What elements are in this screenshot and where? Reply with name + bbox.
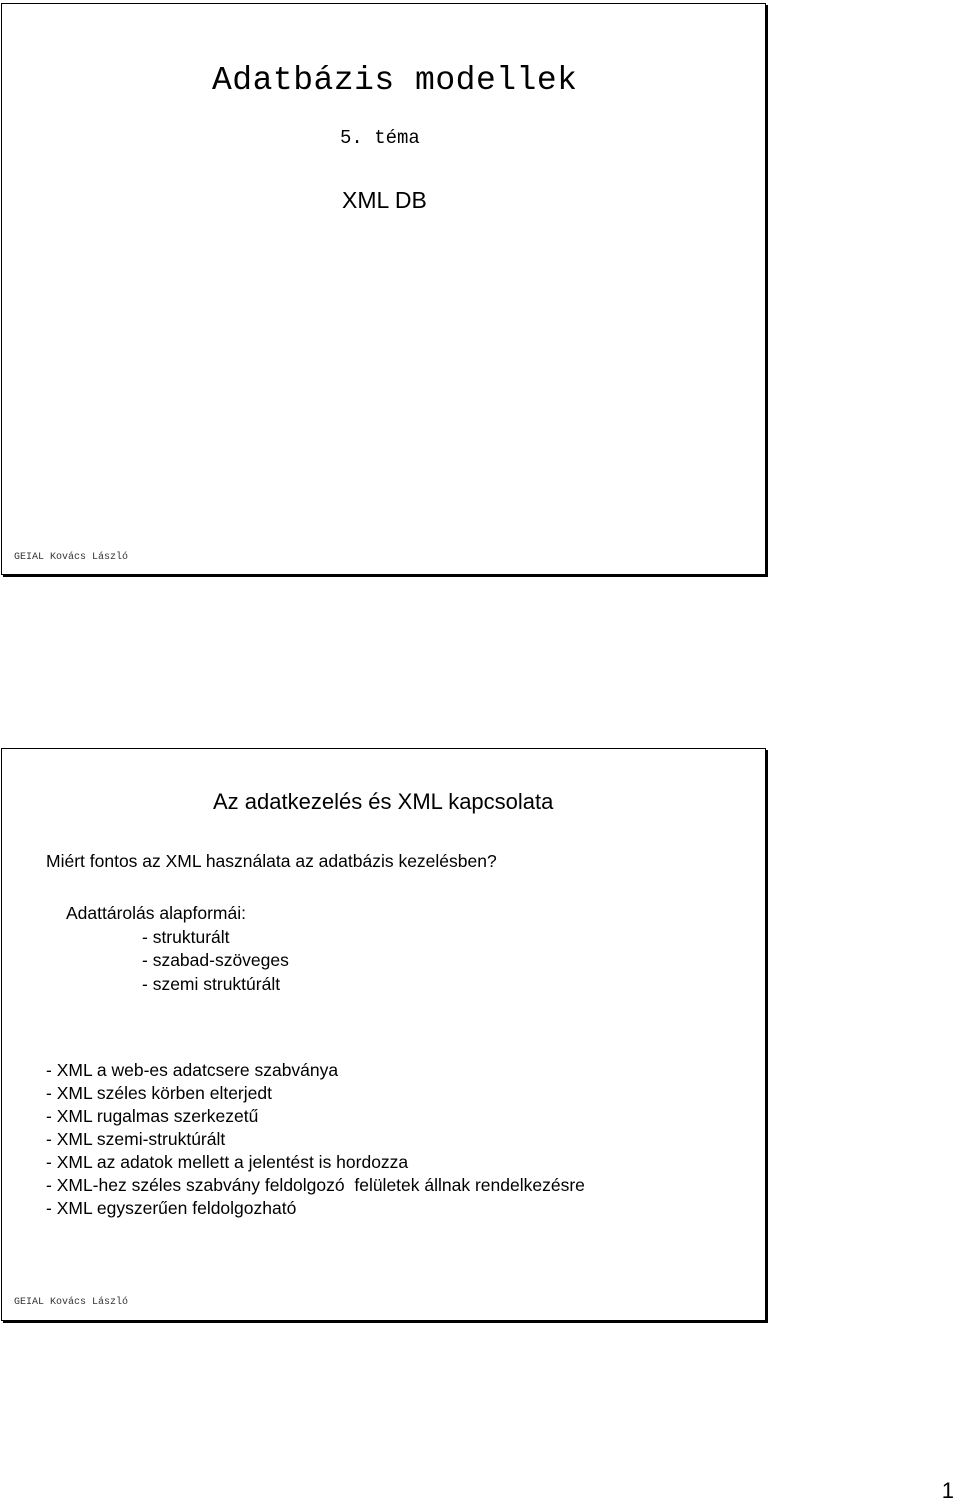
storage-item: - szemi struktúrált: [142, 974, 281, 994]
page-number: 1: [941, 1478, 954, 1503]
point-item: - XML szemi-struktúrált: [46, 1129, 226, 1149]
slide-title: Az adatkezelés és XML kapcsolata: [213, 789, 554, 814]
slide-heading: XML DB: [342, 187, 427, 213]
slide-2: [1, 748, 766, 1321]
slide-subtitle: 5. téma: [340, 127, 420, 149]
point-item: - XML egyszerűen feldolgozható: [46, 1198, 297, 1218]
point-item: - XML az adatok mellett a jelentést is hordozza: [46, 1152, 409, 1172]
slide-footer: GEIAL Kovács László: [14, 1297, 129, 1308]
storage-item: - szabad-szöveges: [142, 950, 289, 970]
point-item: - XML széles körben elterjedt: [46, 1083, 272, 1103]
point-item: - XML rugalmas szerkezetű: [46, 1106, 259, 1126]
slide-footer: GEIAL Kovács László: [14, 552, 129, 563]
question-text: Miért fontos az XML használata az adatbázis kezelésben?: [46, 851, 497, 871]
slide-1: [1, 3, 766, 575]
slide-title: Adatbázis modellek: [212, 62, 578, 99]
point-item: - XML a web-es adatcsere szabványa: [46, 1060, 339, 1080]
storage-heading: Adattárolás alapformái:: [66, 903, 246, 923]
storage-item: - strukturált: [142, 927, 230, 947]
point-item: - XML-hez széles szabvány feldolgozó felületek állnak rendelkezésre: [46, 1175, 585, 1195]
